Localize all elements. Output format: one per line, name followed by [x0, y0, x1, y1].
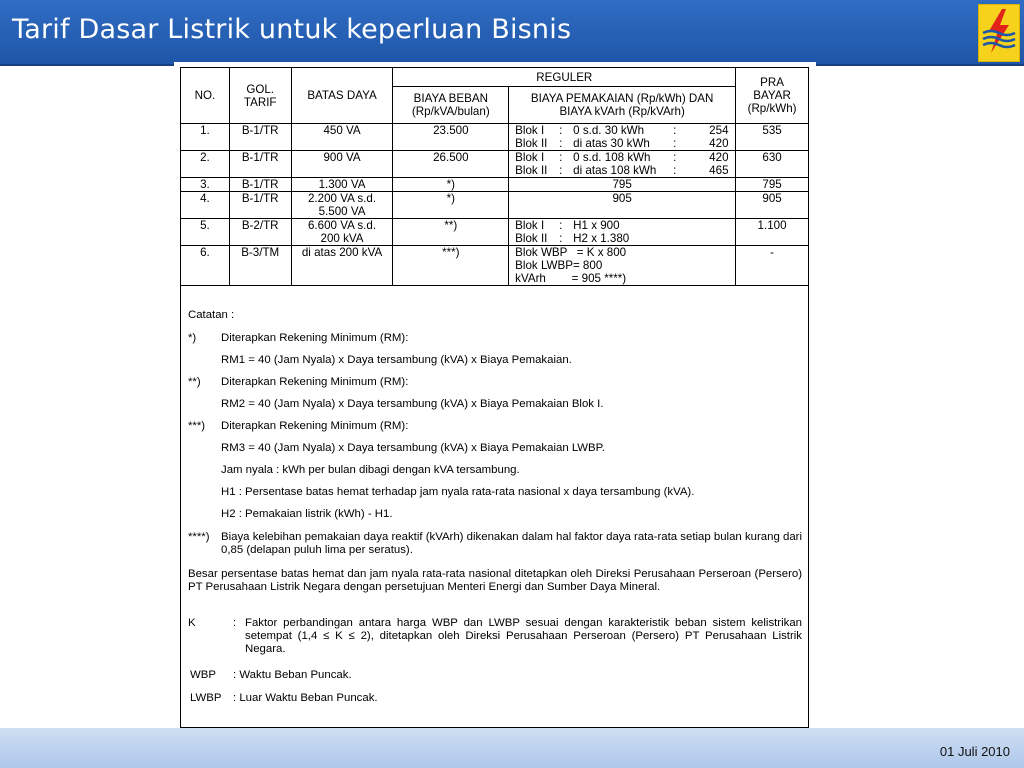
cell-pra-bayar: 905 — [736, 192, 809, 219]
note-rm3-formula: RM3 = 40 (Jam Nyala) x Daya tersambung (kVA) x Biaya Pemakaian LWBP. — [221, 442, 605, 454]
note-marker-2: **) — [188, 376, 201, 388]
note-rm-2: Diterapkan Rekening Minimum (RM): — [221, 376, 409, 388]
table-row — [181, 192, 809, 219]
table-row — [181, 124, 809, 151]
cell-pemakaian: Blok I : H1 x 900 Blok II : H2 x 1.380 — [509, 219, 736, 246]
cell-no: 6. — [181, 246, 230, 286]
note-k-colon: : — [233, 617, 237, 629]
cell-no: 1. — [181, 124, 230, 151]
cell-batas: di atas 200 kVA — [291, 246, 393, 286]
note-jam-nyala: Jam nyala : kWh per bulan dibagi dengan kVA tersambung. — [221, 464, 520, 476]
note-rm2-formula: RM2 = 40 (Jam Nyala) x Daya tersambung (kVA) x Biaya Pemakaian Blok I. — [221, 398, 604, 410]
cell-beban: *) — [393, 178, 509, 192]
catatan-heading: Catatan : — [188, 309, 235, 321]
footer-bar — [0, 728, 1024, 768]
cell-gol: B-1/TR — [229, 151, 291, 178]
title-bar — [0, 0, 1024, 66]
header-reguler: REGULER — [393, 68, 736, 87]
cell-gol: B-2/TR — [229, 219, 291, 246]
tariff-table — [180, 67, 809, 286]
note-rm1-formula: RM1 = 40 (Jam Nyala) x Daya tersambung (kVA) x Biaya Pemakaian. — [221, 354, 572, 366]
table-row — [181, 219, 809, 246]
cell-pra-bayar: 630 — [736, 151, 809, 178]
cell-pra-bayar: 1.100 — [736, 219, 809, 246]
cell-no: 3. — [181, 178, 230, 192]
cell-beban: 23.500 — [393, 124, 509, 151]
cell-pra-bayar: - — [736, 246, 809, 286]
cell-beban: **) — [393, 219, 509, 246]
note-lwbp-text: : Luar Waktu Beban Puncak. — [233, 692, 378, 704]
cell-pemakaian: Blok I : 0 s.d. 108 kWh : 420 Blok II : di atas 108 kWh : 465 — [509, 151, 736, 178]
cell-beban: 26.500 — [393, 151, 509, 178]
note-marker-4: ****) — [188, 531, 210, 543]
table-row — [181, 151, 809, 178]
cell-gol: B-1/TR — [229, 124, 291, 151]
cell-batas: 900 VA — [291, 151, 393, 178]
lightning-icon — [979, 5, 1019, 61]
cell-batas: 1.300 VA — [291, 178, 393, 192]
note-wbp-label: WBP — [190, 669, 216, 681]
cell-gol: B-3/TM — [229, 246, 291, 286]
note-kvarh: Biaya kelebihan pemakaian daya reaktif (kVArh) dikenakan dalam hal faktor daya rata-rata setiap bulan kurang dari 0,85 (delapan puluh lima per seratus). — [221, 531, 802, 556]
cell-pra-bayar: 535 — [736, 124, 809, 151]
note-k-text: Faktor perbandingan antara harga WBP dan LWBP sesuai dengan karakteristik beban sistem kelistrikan setempat (1,4 ≤ K ≤ 2), ditetapkan oleh Direksi Perusahaan Perseroan (Persero) PT Perusahaan Listrik Negara. — [245, 617, 802, 655]
header-pra-bayar: PRA BAYAR (Rp/kWh) — [736, 68, 809, 124]
note-h2: H2 : Pemakaian listrik (kWh) - H1. — [221, 508, 393, 520]
note-k-label: K — [188, 617, 196, 629]
note-marker-3: ***) — [188, 420, 206, 432]
note-rm-3: Diterapkan Rekening Minimum (RM): — [221, 420, 409, 432]
cell-pemakaian: 795 — [509, 178, 736, 192]
cell-no: 5. — [181, 219, 230, 246]
header-gol-tarif: GOL. TARIF — [229, 68, 291, 124]
cell-pemakaian: Blok I : 0 s.d. 30 kWh : 254 Blok II : di atas 30 kWh : 420 — [509, 124, 736, 151]
cell-gol: B-1/TR — [229, 178, 291, 192]
cell-batas: 2.200 VA s.d. 5.500 VA — [291, 192, 393, 219]
header-batas-daya: BATAS DAYA — [291, 68, 393, 124]
cell-no: 2. — [181, 151, 230, 178]
note-rm-1: Diterapkan Rekening Minimum (RM): — [221, 332, 409, 344]
cell-pemakaian: Blok WBP = K x 800 Blok LWBP= 800 kVArh = 905 ****) — [509, 246, 736, 286]
table-row — [181, 178, 809, 192]
cell-beban: *) — [393, 192, 509, 219]
cell-pemakaian: 905 — [509, 192, 736, 219]
tariff-document — [174, 62, 816, 736]
header-no: NO. — [181, 68, 230, 124]
header-biaya-pemakaian: BIAYA PEMAKAIAN (Rp/kWh) DAN BIAYA kVArh (Rp/kVArh) — [509, 87, 736, 124]
header-biaya-beban: BIAYA BEBAN (Rp/kVA/bulan) — [393, 87, 509, 124]
note-lwbp-label: LWBP — [190, 692, 222, 704]
page-title: Tarif Dasar Listrik untuk keperluan Bisnis — [12, 14, 572, 45]
pln-logo — [978, 4, 1020, 62]
table-row — [181, 246, 809, 286]
cell-beban: ***) — [393, 246, 509, 286]
note-h1: H1 : Persentase batas hemat terhadap jam nyala rata-rata nasional x daya tersambung (kVA). — [221, 486, 695, 498]
footer-date: 01 Juli 2010 — [939, 744, 1010, 759]
cell-gol: B-1/TR — [229, 192, 291, 219]
cell-pra-bayar: 795 — [736, 178, 809, 192]
note-wbp-text: : Waktu Beban Puncak. — [233, 669, 352, 681]
cell-batas: 450 VA — [291, 124, 393, 151]
cell-no: 4. — [181, 192, 230, 219]
note-marker-1: *) — [188, 332, 197, 344]
note-besar-persentase: Besar persentase batas hemat dan jam nyala rata-rata nasional ditetapkan oleh Direksi Perusahaan Perseroan (Persero) PT Perusahaan Listrik Negara dengan persetujuan Menteri Energi dan Sumber Daya Mineral. — [188, 568, 802, 593]
cell-batas: 6.600 VA s.d. 200 kVA — [291, 219, 393, 246]
